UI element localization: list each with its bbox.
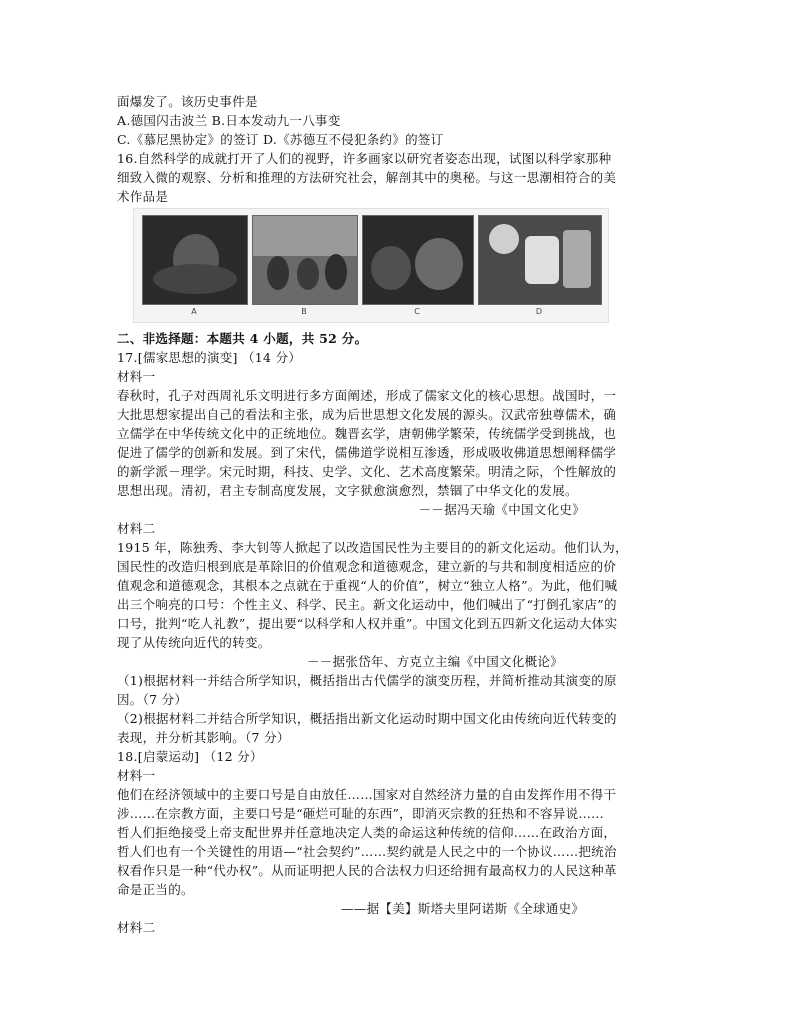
q17-material-1-line: 立儒学在中华传统文化中的正统地位。魏晋玄学，唐朝佛学繁荣，传统儒学受到挑战，也 [117,426,617,441]
q17-question-2-line: 表现，并分析其影响。（7 分） [117,730,290,745]
q17-material-1-line: 的新学派－理学。宋元时期，科技、史学、文化、艺术高度繁荣。明清之际，个性解放的 [117,464,617,479]
q18-material-1-line: 哲人们也有一个关键性的用语—“社会契约”……契约就是人民之中的一个协议……把统治 [117,844,617,859]
q17-question-2-line: （2)根据材料二并结合所学知识，概括指出新文化运动时期中国文化由传统向近代转变的 [117,711,617,726]
q17-material-1-line: 春秋时，孔子对西周礼乐文明进行多方面阐述，形成了儒家文化的核心思想。战国时，一 [117,388,617,403]
artwork-label-d: D [535,307,543,316]
q17-question-1-line: （1)根据材料一并结合所学知识，概括指出古代儒学的演变历程，并简析推动其演变的原 [117,673,617,688]
q18-material-1-line: 涉……在宗教方面，主要口号是“砸烂可耻的东西”，即消灭宗教的狂热和不容异说…… [117,806,604,821]
q18-material-1-line: 权看作只是一种“代办权”。从而证明把人民的合法权力归还给拥有最高权力的人民这种革 [117,863,617,878]
q18-material-1-label: 材料一 [117,768,156,783]
q15-options-ab: A.德国闪击波兰 B.日本发动九一八事变 [117,113,341,128]
q17-material-1-line: 思想出现。清初，君主专制高度发展，文字狱愈演愈烈，禁锢了中华文化的发展。 [117,483,578,498]
q15-stem-end: 面爆发了。该历史事件是 [117,94,258,109]
q17-material-2-line: 现了从传统向近代的转变。 [117,635,271,650]
q17-material-2-line: 国民性的改造归根到底是革除旧的价值观念和道德观念，建立新的与共和制度相适应的价 [117,559,617,574]
q17-title: 17.[儒家思想的演变] （14 分） [117,350,302,365]
q16-stem-line-2: 细致入微的观察、分析和推理的方法研究社会，解剖其中的奥秘。与这一思潮相符合的美 [117,170,617,185]
q17-material-2-label: 材料二 [117,521,156,536]
artwork-d-image [478,215,602,305]
q17-material-1-citation: －－据冯天瑜《中国文化史》 [418,502,585,517]
q18-material-1-citation: ——据【美】斯塔夫里阿诺斯《全球通史》 [341,901,585,916]
artwork-label-a: A [191,307,197,316]
q17-material-2-line: 值观念和道德观念，其根本之点就在于重视“人的价值”，树立“独立人格”。为此，他们喊 [117,578,618,593]
artwork-c-image [362,215,474,305]
q17-material-2-line: 1915 年，陈独秀、李大钊等人掀起了以改造国民性为主要目的的新文化运动。他们认为， [117,540,628,555]
section-heading: 二、非选择题：本题共 4 小题，共 52 分。 [117,331,368,346]
q15-options-cd: C.《慕尼黑协定》的签订 D.《苏德互不侵犯条约》的签订 [117,132,444,147]
q18-title: 18.[启蒙运动] （12 分） [117,749,263,764]
q18-material-2-label: 材料二 [117,920,156,935]
q18-material-1-line: 命是正当的。 [117,882,194,897]
q18-material-1-line: 他们在经济领域中的主要口号是自由放任……国家对自然经济力量的自由发挥作用不得干 [117,787,617,802]
artwork-label-b: B [301,307,307,316]
q17-material-2-citation: －－据张岱年、方克立主编《中国文化概论》 [307,654,564,669]
q18-material-1-line: 哲人们拒绝接受上帝支配世界并任意地决定人类的命运这种传统的信仰……在政治方面， [117,825,617,840]
q17-question-1-line: 因。（7 分） [117,692,188,707]
q17-material-2-line: 出三个响亮的口号：个性主义、科学、民主。新文化运动中，他们喊出了“打倒孔家店”的 [117,597,617,612]
exam-page [117,92,677,937]
q17-material-1-line: 大批思想家提出自己的看法和主张，成为后世思想文化发展的源头。汉武帝独尊儒术，确 [117,407,617,422]
q16-stem-line-3: 术作品是 [117,189,169,204]
q17-material-1-line: 促进了儒学的创新和发展。到了宋代，儒佛道学说相互渗透，形成吸收佛道思想阐释儒学 [117,445,617,460]
q16-stem-line-1: 16.自然科学的成就打开了人们的视野，许多画家以研究者姿态出现，试图以科学家那种 [117,151,612,166]
q17-material-1-label: 材料一 [117,369,156,384]
q17-material-2-line: 口号，批判“吃人礼教”，提出要“以科学和人权并重”。中国文化到五四新文化运动大体实 [117,616,618,631]
artwork-a-image [142,215,248,305]
artwork-options-figure [133,208,609,323]
artwork-label-c: C [414,307,420,316]
artwork-b-image [252,215,358,305]
